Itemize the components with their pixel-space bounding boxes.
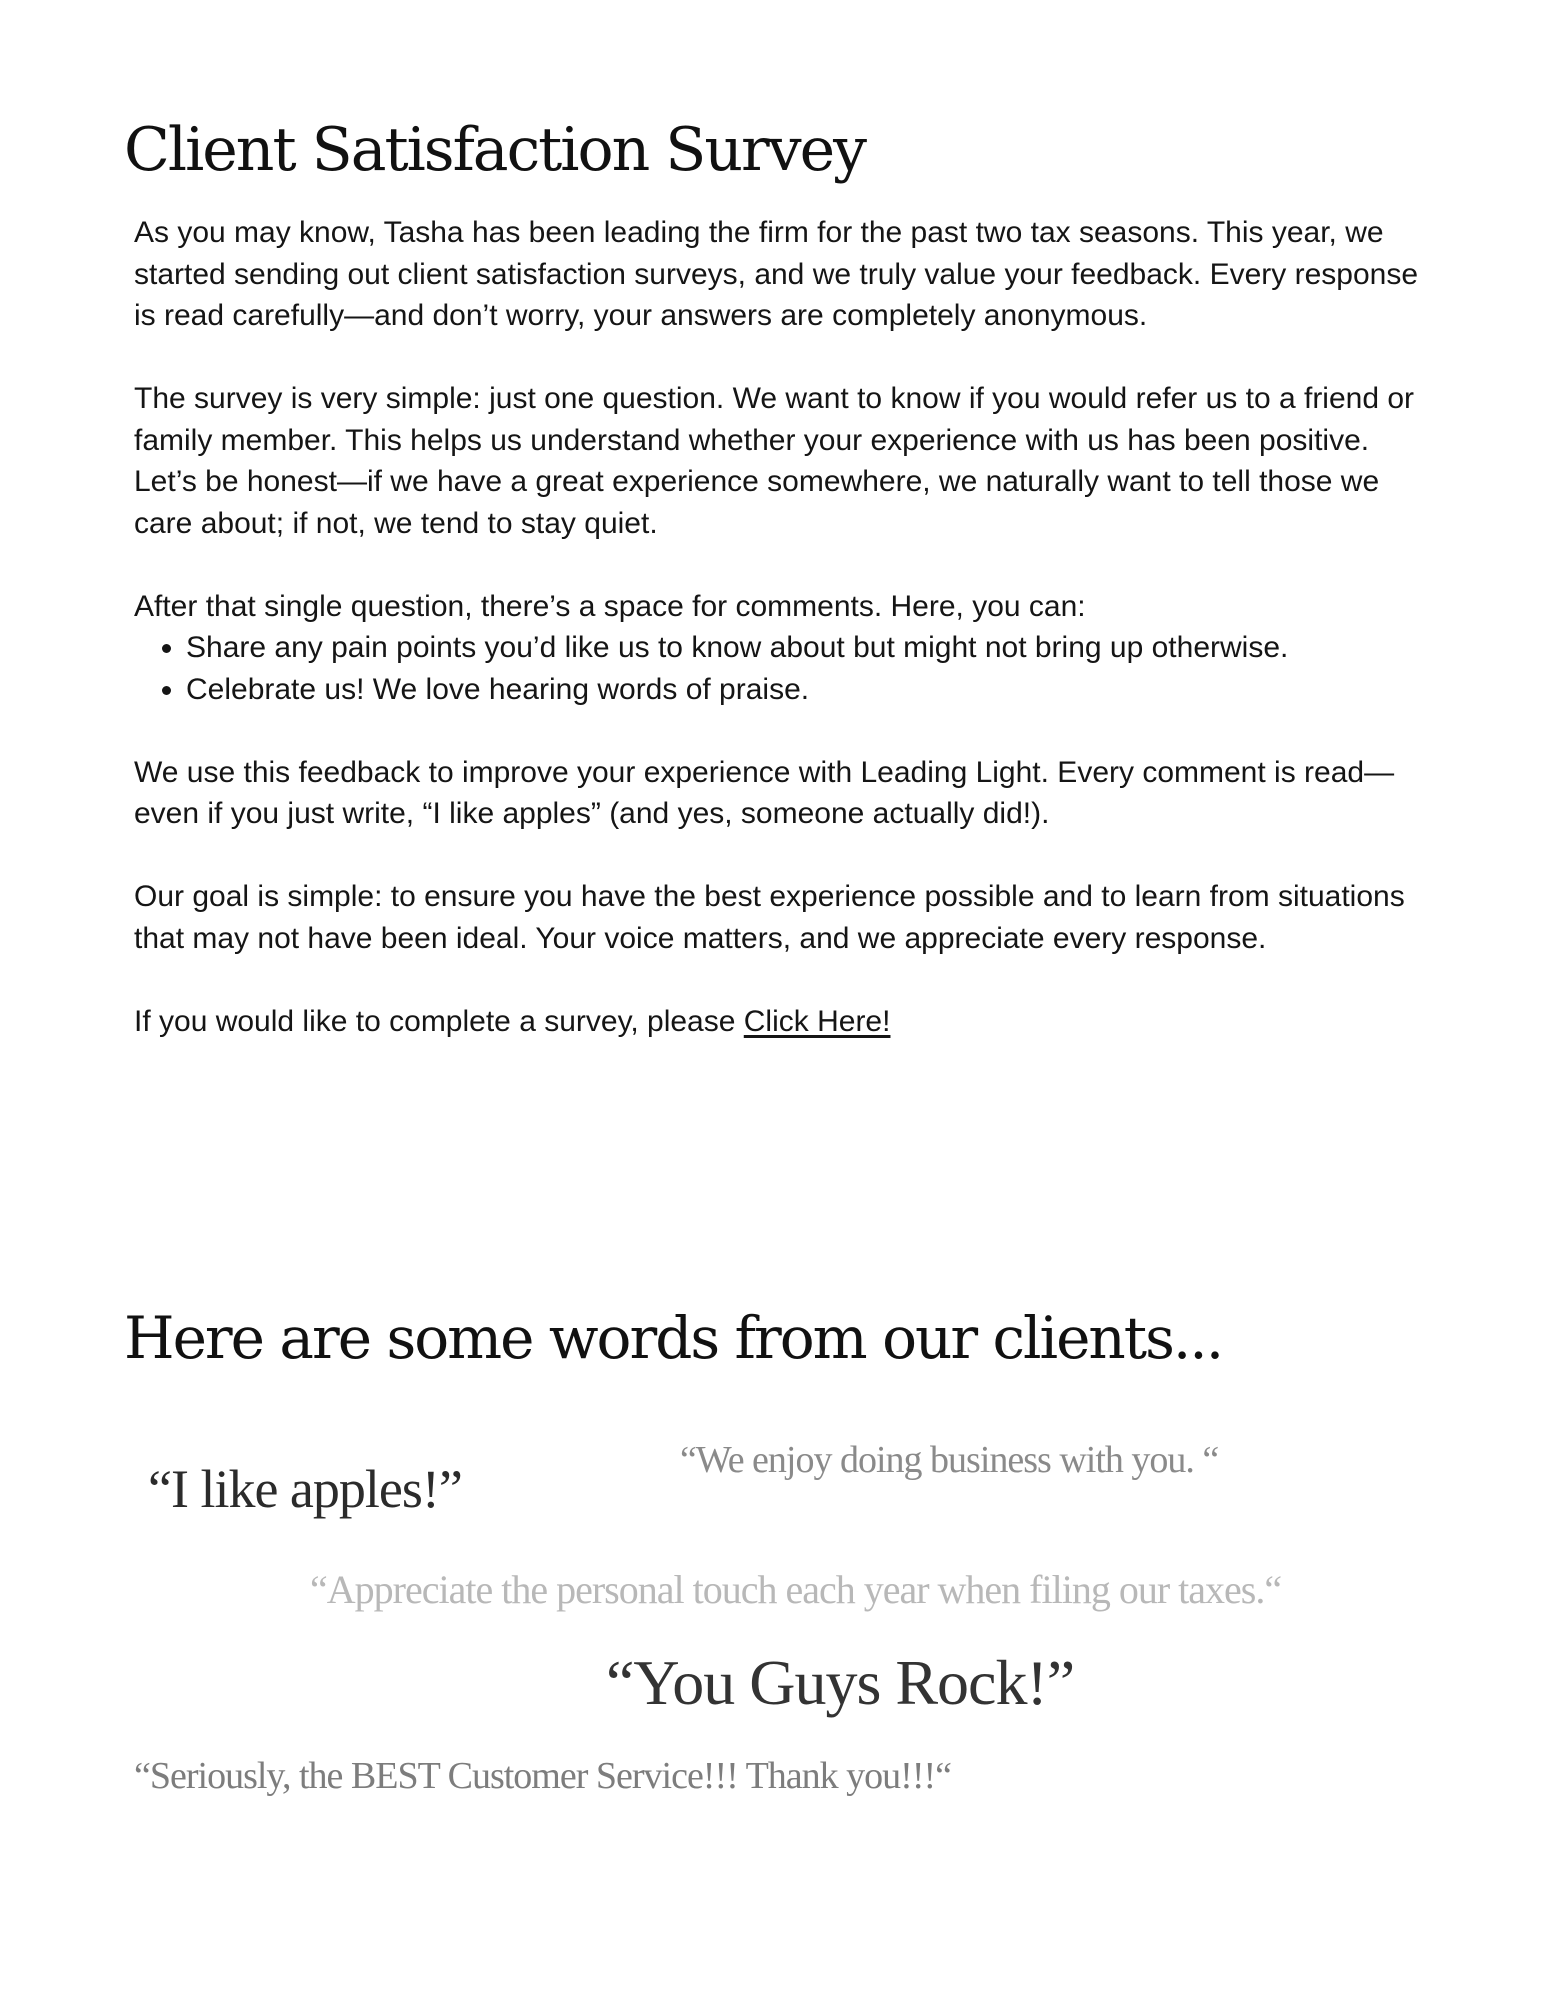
testimonials-heading: Here are some words from our clients... — [124, 1304, 1223, 1372]
testimonial-quote-apples: “I like apples!” — [148, 1459, 462, 1519]
survey-description — [134, 212, 1424, 1084]
testimonial-quote-business: “We enjoy doing business with you. “ — [680, 1439, 1219, 1481]
testimonial-quote-personal-touch: “Appreciate the personal touch each year when filing our taxes.“ — [310, 1567, 1282, 1612]
feedback-use-paragraph: We use this feedback to improve your experience with Leading Light. Every comment is read—even if you just write, “I like apples” (and yes, someone actually did!). — [134, 755, 1395, 830]
comments-list — [134, 627, 1424, 710]
testimonial-quote-rock: “You Guys Rock!” — [606, 1647, 1075, 1718]
list-item: • Celebrate us! We love hearing words of praise. — [186, 669, 1424, 711]
intro-paragraph: As you may know, Tasha has been leading the firm for the past two tax seasons. This year, we started sending out client satisfaction surveys, and we truly value your feedback. Every response is read carefully—and don’t worry, your answers are completely anonymous. — [134, 216, 1419, 332]
testimonial-quote-service: “Seriously, the BEST Customer Service!!! Thank you!!!“ — [134, 1755, 951, 1797]
page-title: Client Satisfaction Survey — [124, 115, 866, 185]
survey-cta-text: If you would like to complete a survey, please — [134, 1004, 744, 1038]
survey-link[interactable]: Click Here! — [743, 1004, 891, 1038]
goal-paragraph: Our goal is simple: to ensure you have the best experience possible and to learn from situations that may not have been ideal. Your voice matters, and we appreciate every response. — [134, 880, 1405, 955]
list-item: • Share any pain points you’d like us to know about but might not bring up otherwise. — [186, 627, 1424, 669]
survey-explanation-paragraph: The survey is very simple: just one question. We want to know if you would refer us to a friend or family member. This helps us understand whether your experience with us has been positive. Let’s be honest—if we have a great experience somewhere, we naturally want to tell those we care about; if not, we tend to stay quiet. — [134, 382, 1415, 540]
survey-cta-paragraph — [134, 1001, 1424, 1043]
comments-paragraph: After that single question, there’s a space for comments. Here, you can: — [134, 589, 1086, 623]
